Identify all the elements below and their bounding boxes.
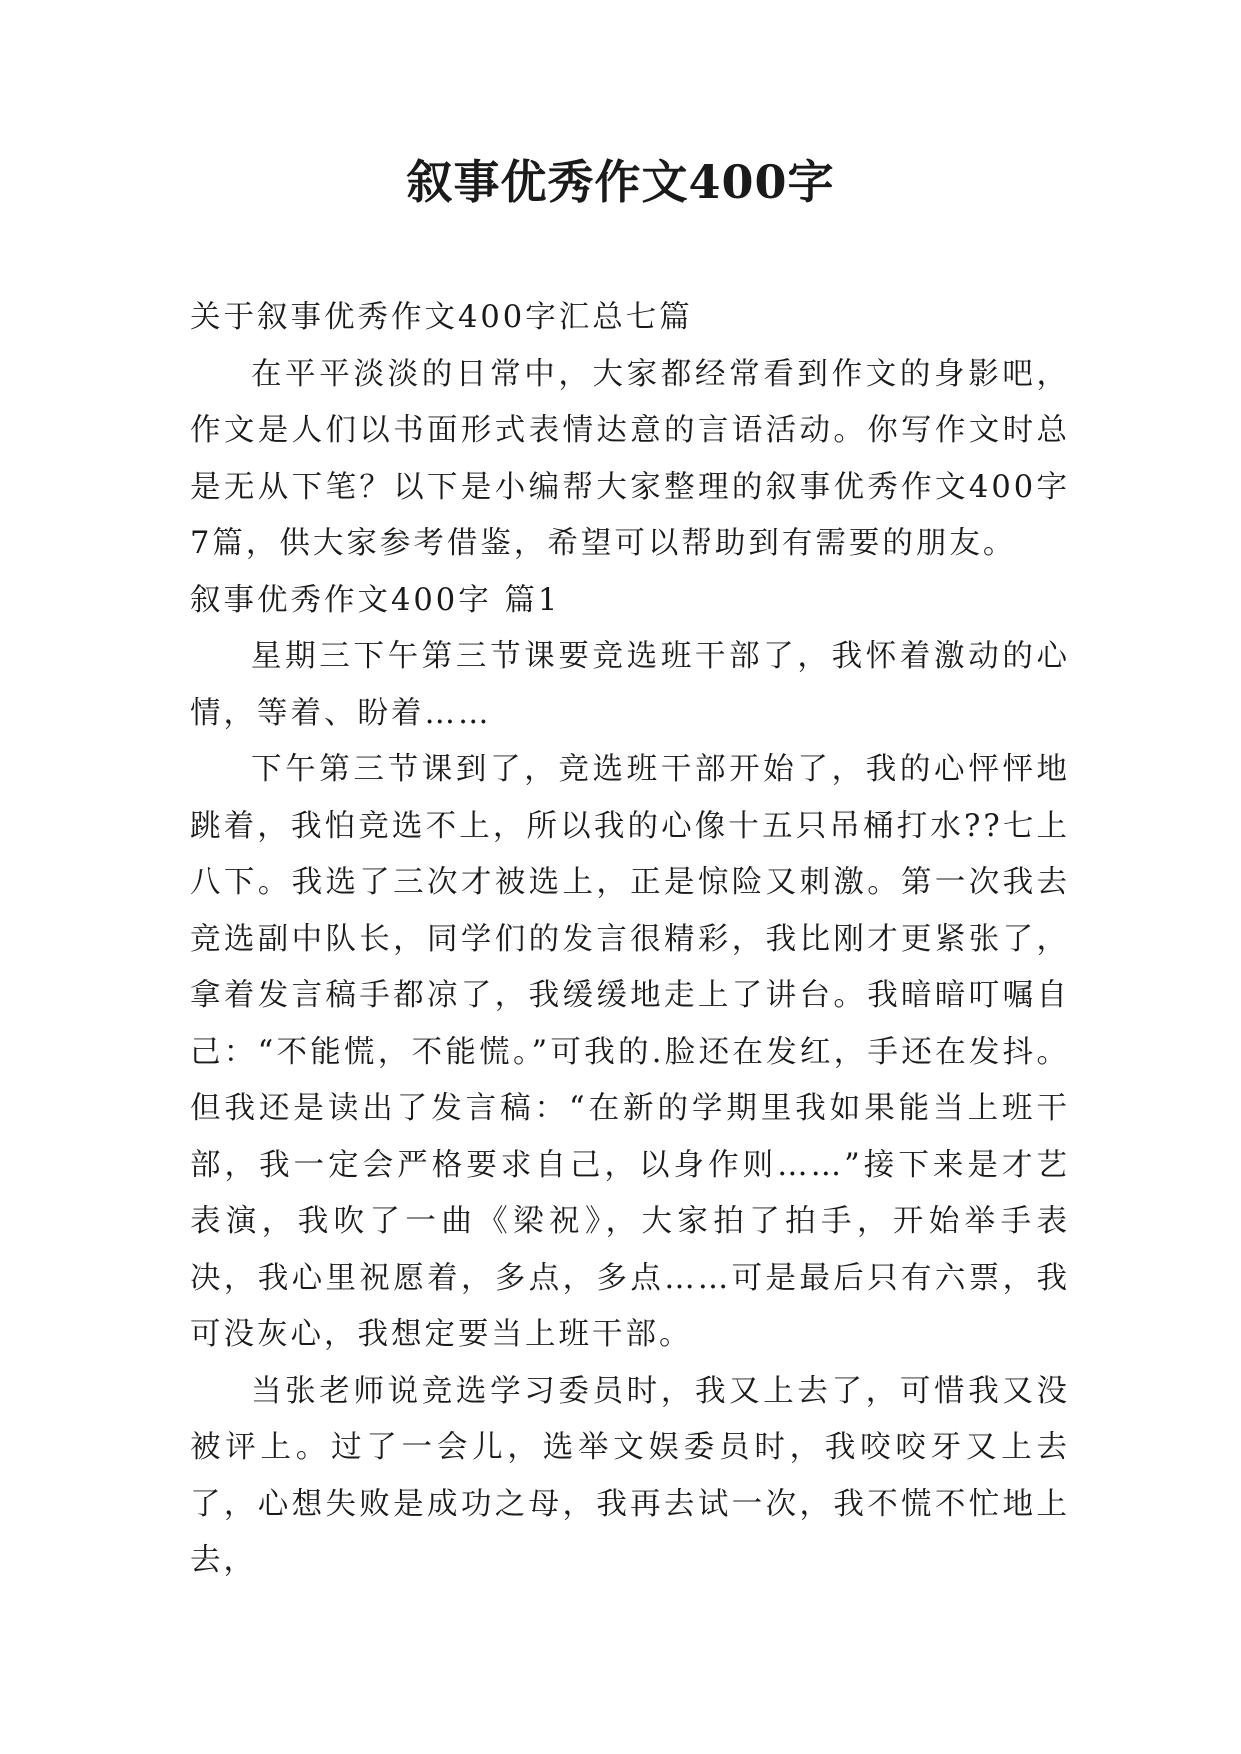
body-paragraph: 下午第三节课到了，竞选班干部开始了，我的心怦怦地跳着，我怕竞选不上，所以我的心像十五只吊桶打水??七上八下。我选了三次才被选上，正是惊险又刺激。第一次我去竞选副中队长，同学们的发言很精彩，我比刚才更紧张了，拿着发言稿手都凉了，我缓缓地走上了讲台。我暗暗叮嘱自己：“不能慌，不能慌。”可我的.脸还在发红，手还在发抖。但我还是读出了发言稿：“在新的学期里我如果能当上班干部，我一定会严格要求自己，以身作则……”接下来是才艺表演，我吹了一曲《梁祝》，大家拍了拍手，开始举手表决，我心里祝愿着，多点，多点……可是最后只有六票，我可没灰心，我想定要当上班干部。 bbox=[190, 752, 1070, 1352]
document-body bbox=[190, 290, 1070, 1590]
collection-heading: 关于叙事优秀作文400字汇总七篇 bbox=[190, 300, 693, 335]
document-title: 叙事优秀作文400字 bbox=[406, 155, 835, 209]
intro-paragraph: 在平平淡淡的日常中，大家都经常看到作文的身影吧，作文是人们以书面形式表情达意的言语活动。你写作文时总是无从下笔？以下是小编帮大家整理的叙事优秀作文400字7篇，供大家参考借鉴，希望可以帮助到有需要的朋友。 bbox=[190, 356, 1070, 561]
essay-heading: 叙事优秀作文400字 篇1 bbox=[190, 582, 561, 618]
body-paragraph: 当张老师说竞选学习委员时，我又上去了，可惜我又没被评上。过了一会儿，选举文娱委员时，我咬咬牙又上去了，心想失败是成功之母，我再去试一次，我不慌不忙地上去， bbox=[190, 1373, 1070, 1578]
body-paragraph: 星期三下午第三节课要竞选班干部了，我怀着激动的心情，等着、盼着…… bbox=[190, 639, 1070, 731]
